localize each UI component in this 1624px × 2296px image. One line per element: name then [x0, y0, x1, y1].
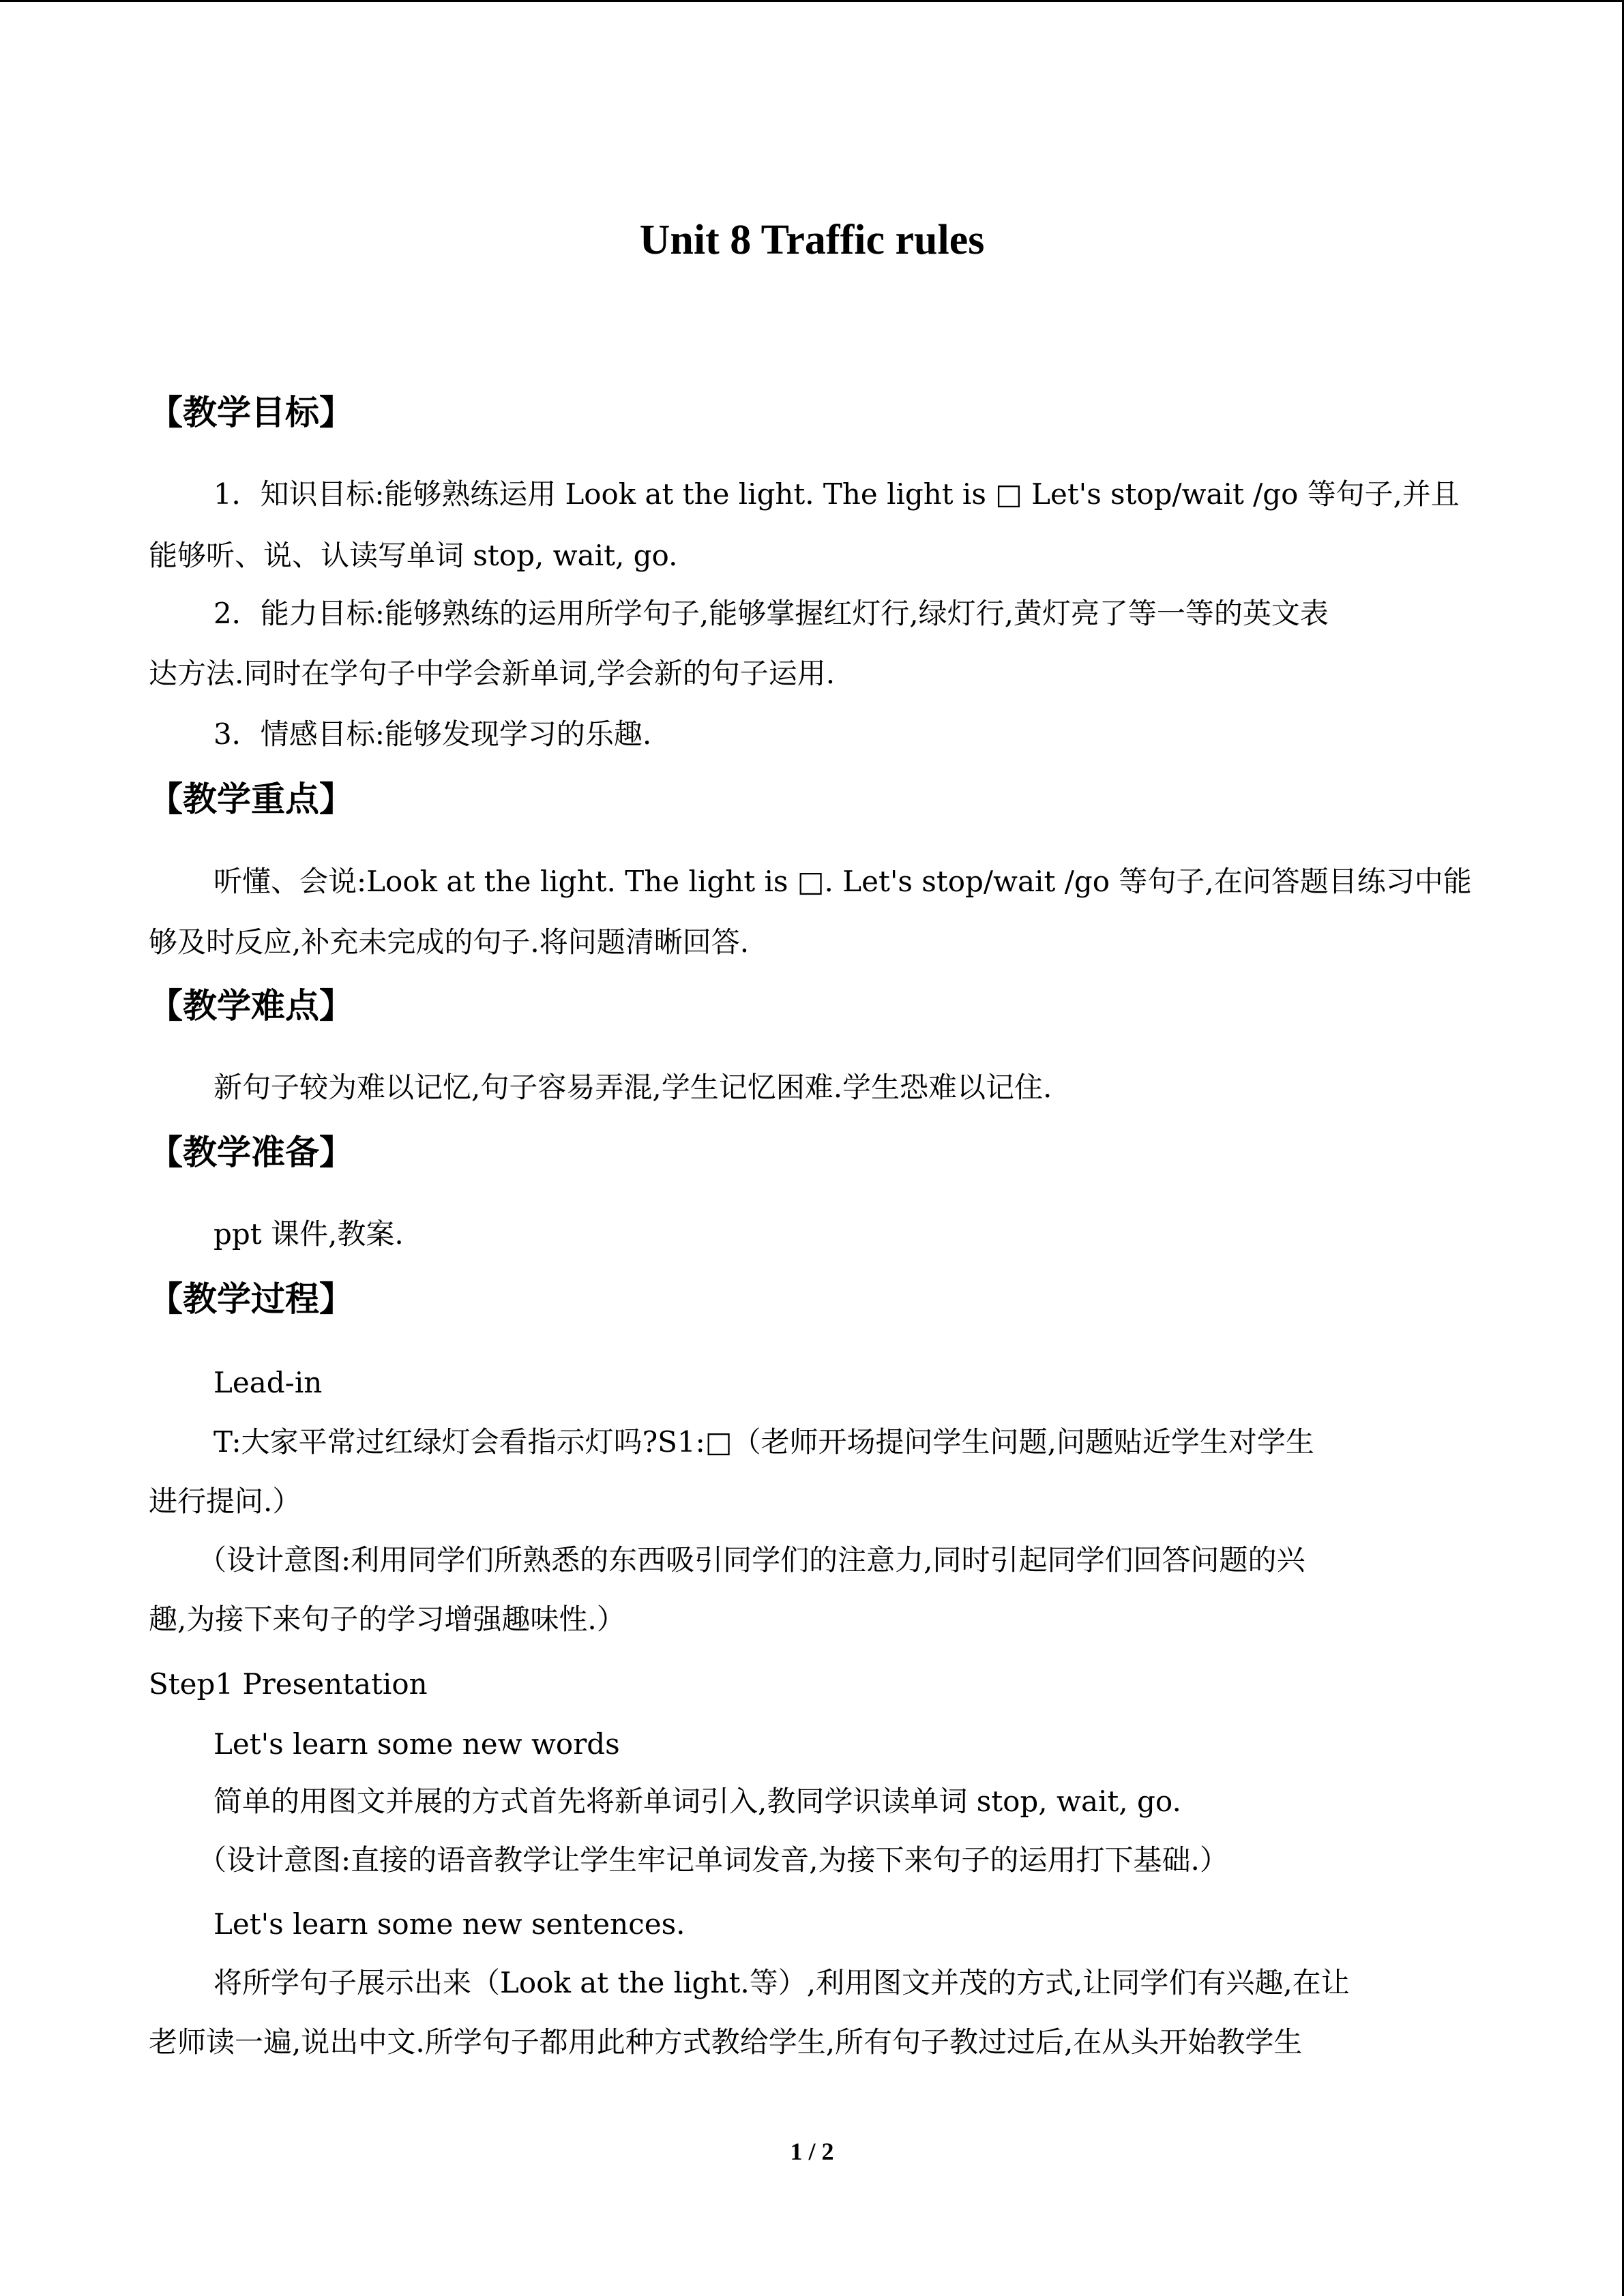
- design-intent-1-line1: （设计意图:利用同学们所熟悉的东西吸引同学们的注意力,同时引起同学们回答问题的兴: [198, 1543, 1305, 1577]
- new-words-line1: 简单的用图文并展的方式首先将新单词引入,教同学识读单词 stop, wait, go.: [213, 1785, 1181, 1818]
- new-sentences-line2: 老师读一遍,说出中文.所学句子都用此种方式教给学生,所有句子教过过后,在从头开始教学生: [149, 2025, 1303, 2059]
- document-title: Unit 8 Traffic rules: [639, 217, 985, 263]
- goal-knowledge-line2: 能够听、说、认读写单词 stop, wait, go.: [149, 539, 678, 572]
- heading-key-points: 【教学重点】: [149, 779, 353, 819]
- heading-difficulties: 【教学难点】: [149, 986, 353, 1026]
- leadin-label: Lead-in: [213, 1366, 323, 1399]
- new-words-label: Let's learn some new words: [213, 1727, 620, 1761]
- step1-label: Step1 Presentation: [149, 1667, 428, 1701]
- key-points-line2: 够及时反应,补充未完成的句子.将问题清晰回答.: [149, 925, 750, 959]
- leadin-line2: 进行提问.）: [149, 1485, 301, 1518]
- preparation-line1: ppt 课件,教案.: [213, 1217, 404, 1251]
- new-sentences-label: Let's learn some new sentences.: [213, 1907, 685, 1941]
- key-points-line1: 听懂、会说:Look at the light. The light is □. Let's stop/wait /go 等句子,在问答题目练习中能: [213, 865, 1472, 898]
- new-sentences-line1: 将所学句子展示出来（Look at the light.等）,利用图文并茂的方式,让同学们有兴趣,在让: [213, 1966, 1350, 1999]
- heading-teaching-goals: 【教学目标】: [149, 393, 353, 432]
- design-intent-2-line1: （设计意图:直接的语音教学让学生牢记单词发音,为接下来句子的运用打下基础.）: [198, 1843, 1228, 1877]
- goal-ability-line2: 达方法.同时在学句子中学会新单词,学会新的句子运用.: [149, 657, 836, 690]
- design-intent-1-line2: 趣,为接下来句子的学习增强趣味性.）: [149, 1602, 625, 1636]
- heading-preparation: 【教学准备】: [149, 1133, 353, 1172]
- goal-ability-line1: 2．能力目标:能够熟练的运用所学句子,能够掌握红灯行,绿灯行,黄灯亮了等一等的英文表: [213, 597, 1329, 630]
- leadin-line1: T:大家平常过红绿灯会看指示灯吗?S1:□（老师开场提问学生问题,问题贴近学生对学生: [213, 1425, 1314, 1459]
- heading-process: 【教学过程】: [149, 1279, 353, 1319]
- goal-emotion-line1: 3．情感目标:能够发现学习的乐趣.: [213, 717, 652, 751]
- goal-knowledge-line1: 1．知识目标:能够熟练运用 Look at the light. The light is □ Let's stop/wait /go 等句子,并且: [213, 477, 1460, 511]
- difficulties-line1: 新句子较为难以记忆,句子容易弄混,学生记忆困难.学生恐难以记住.: [213, 1071, 1052, 1104]
- page-number: 1 / 2: [790, 2138, 834, 2165]
